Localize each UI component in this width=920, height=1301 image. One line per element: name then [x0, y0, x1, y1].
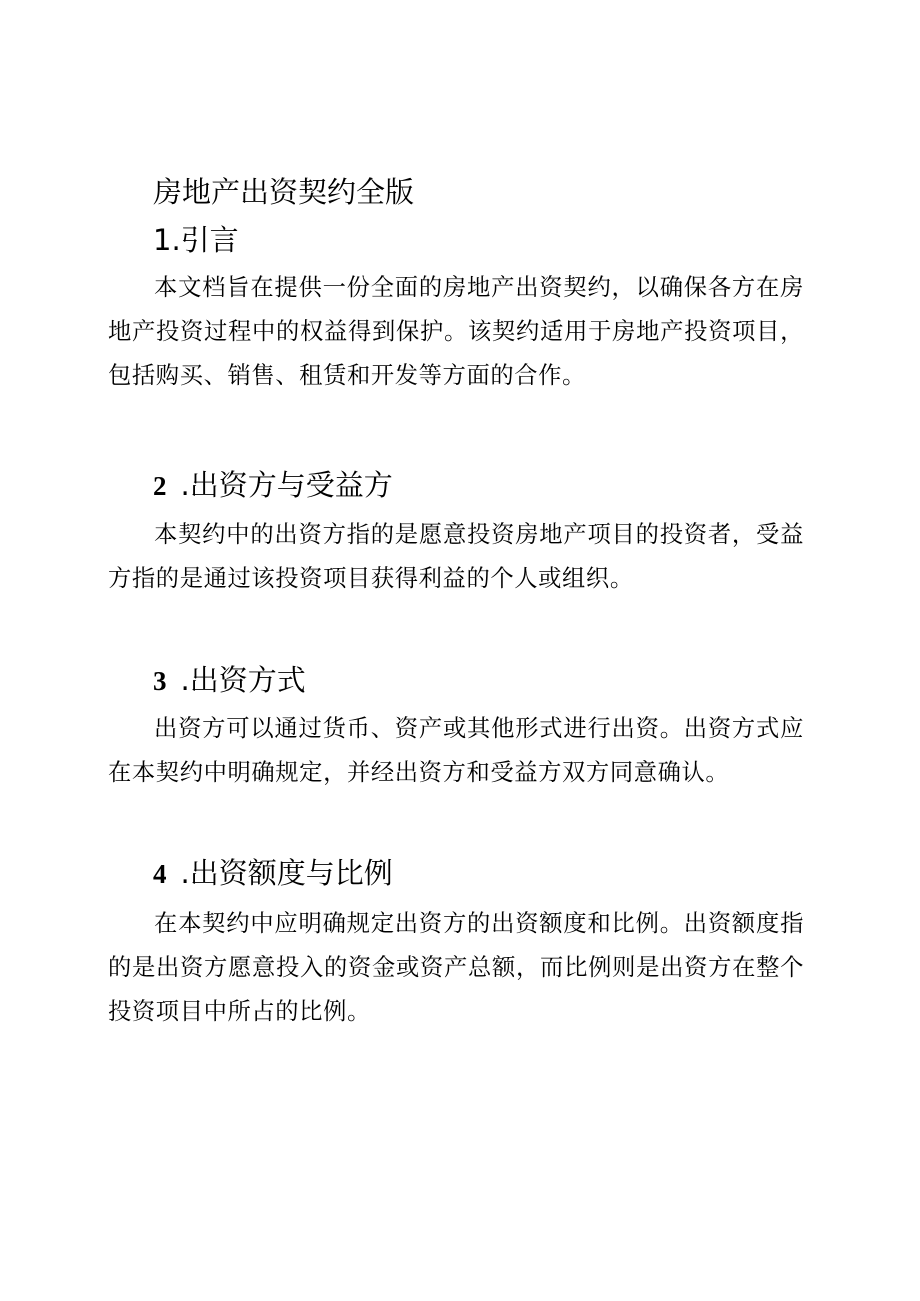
section-4-body: 在本契约中应明确规定出资方的出资额度和比例。出资额度指的是出资方愿意投入的资金或资产总额，而比例则是出资方在整个投资项目中所占的比例。	[108, 910, 804, 1025]
section-2-heading	[153, 465, 393, 506]
section-3-heading	[153, 660, 306, 701]
section-2-number: 2	[153, 471, 167, 501]
section-4-number: 4	[153, 859, 167, 889]
section-4-heading-text: .出资额度与比例	[180, 856, 393, 890]
section-1-body: 本文档旨在提供一份全面的房地产出资契约，以确保各方在房地产投资过程中的权益得到保护。该契约适用于房地产投资项目，包括购买、销售、租赁和开发等方面的合作。	[108, 274, 804, 389]
section-1-heading-text: 引言	[180, 223, 239, 257]
section-2-body: 本契约中的出资方指的是愿意投资房地产项目的投资者，受益方指的是通过该投资项目获得利益的个人或组织。	[108, 521, 804, 592]
section-1-heading	[153, 220, 239, 260]
document-title: 房地产出资契约全版	[153, 175, 415, 209]
section-3-heading-text: .出资方式	[180, 663, 306, 697]
section-2-heading-text: .出资方与受益方	[180, 468, 393, 502]
section-1-number: 1.	[153, 223, 181, 257]
section-3-number: 3	[153, 666, 167, 696]
section-3-body: 出资方可以通过货币、资产或其他形式进行出资。出资方式应在本契约中明确规定，并经出资方和受益方双方同意确认。	[108, 715, 804, 786]
section-4-heading	[153, 853, 393, 894]
